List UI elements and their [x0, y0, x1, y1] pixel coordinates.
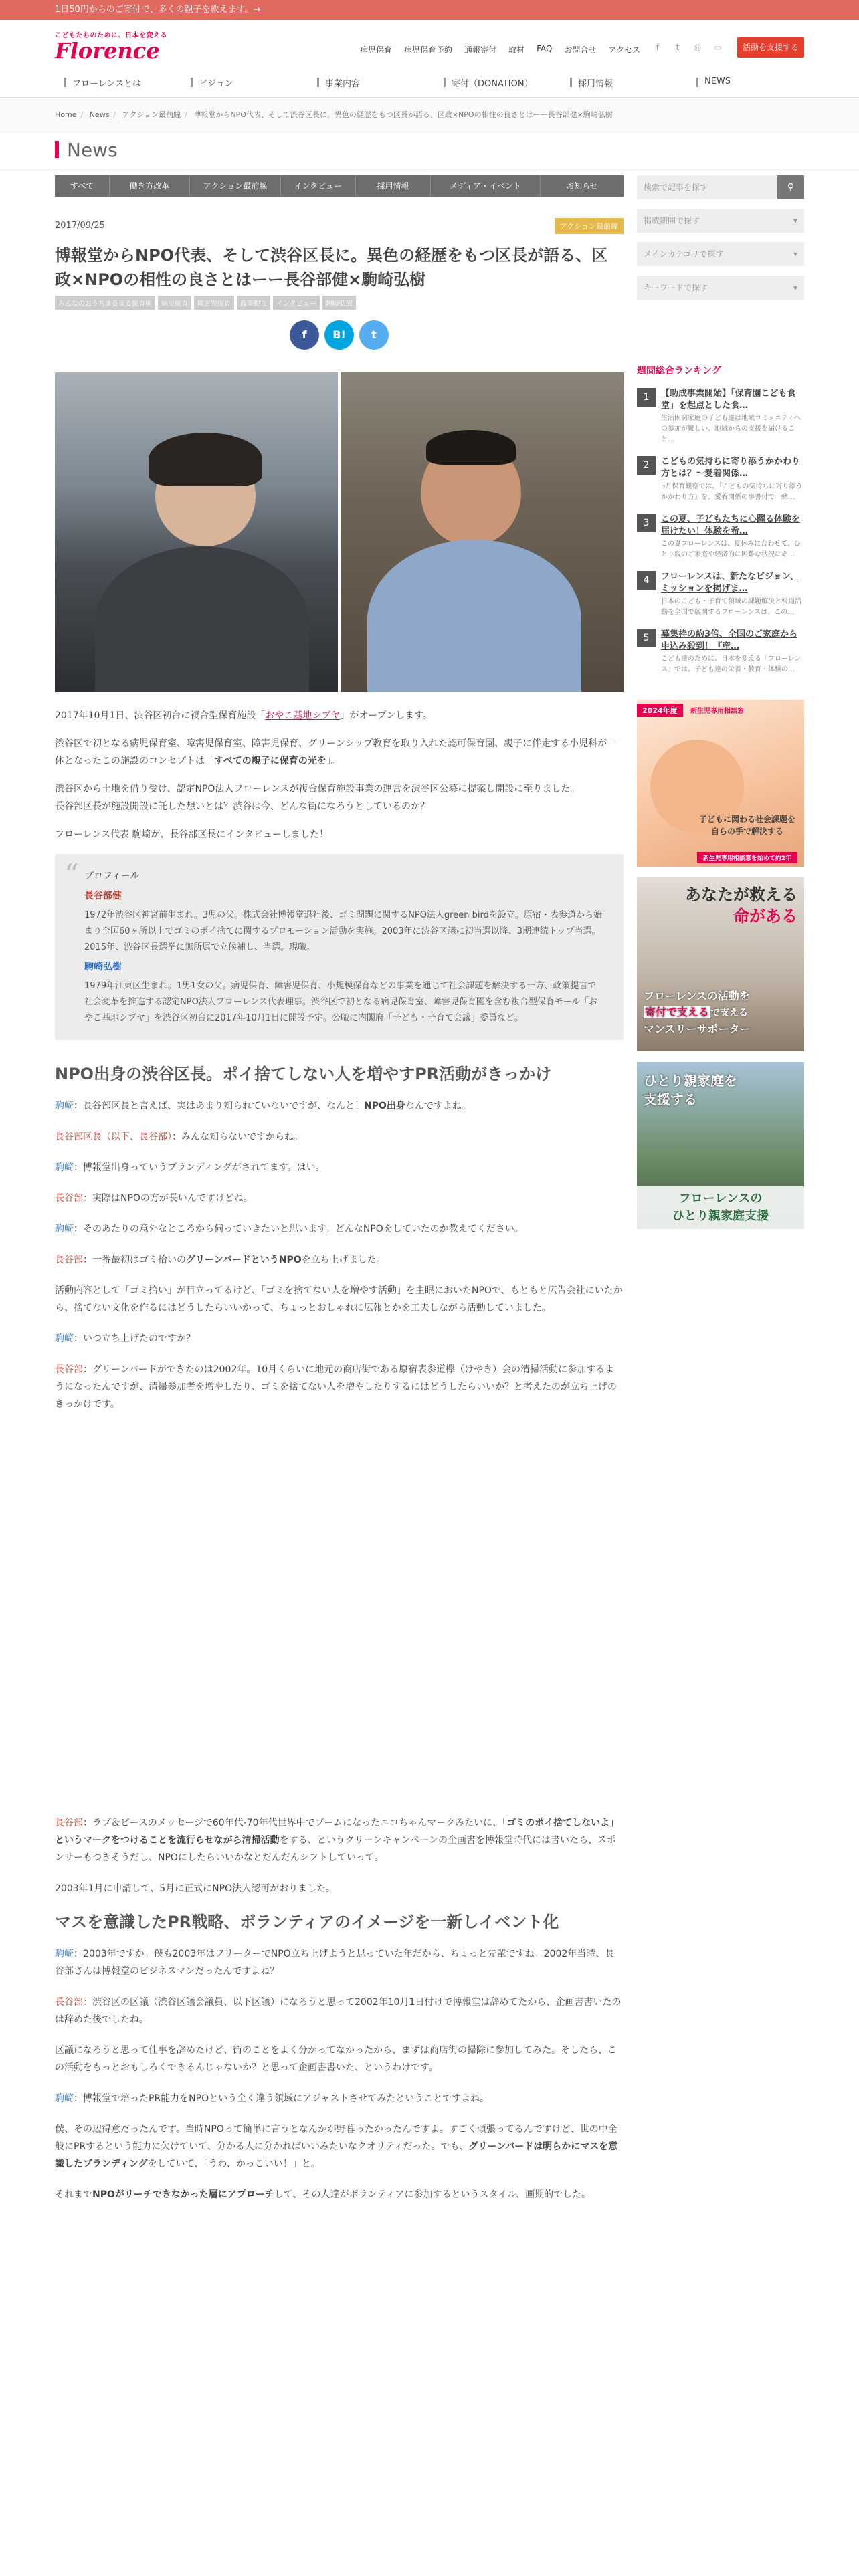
- banner-badge: 2024年度: [637, 704, 683, 717]
- cat-tab-action[interactable]: アクション最前線: [190, 175, 281, 197]
- social-icons: [653, 43, 723, 53]
- cat-tab-interview[interactable]: インタビュー: [281, 175, 356, 197]
- share-buttons: [55, 320, 624, 350]
- cat-tab-notice[interactable]: お知らせ: [566, 181, 598, 191]
- sidebar-search: [637, 175, 804, 199]
- sidebar: [637, 175, 804, 1229]
- banner-monthly-supporter[interactable]: あなたが救える 命がある フローレンスの活動を 寄付で支える で支える マンスリーサポーター: [637, 877, 804, 1051]
- tag[interactable]: 政策提言: [237, 296, 270, 310]
- ranking-item[interactable]: [637, 388, 804, 445]
- gnav-item-business[interactable]: 事業内容: [308, 67, 434, 97]
- breadcrumb-news[interactable]: News: [89, 110, 110, 119]
- profile-box: [55, 854, 624, 1040]
- twitter-icon[interactable]: t: [676, 43, 680, 52]
- announcement-bar[interactable]: [0, 0, 859, 20]
- facebook-icon[interactable]: f: [656, 43, 660, 52]
- twitter-share-button[interactable]: t: [359, 320, 389, 350]
- banner-newborn[interactable]: 2024年度 新生児専用相談窓 子どもに関わる社会課題を自らの手で解決する 新生児専用相談窓を始めて約2年: [637, 700, 804, 867]
- profile-label: プロフィール: [84, 871, 140, 881]
- page-header: [0, 132, 859, 170]
- rank-title[interactable]: この夏、子どもたちに心躍る体験を届けたい！体験を希…: [661, 514, 801, 536]
- cat-tab-all[interactable]: すべて: [55, 175, 110, 197]
- category-nav: [55, 175, 624, 197]
- section-heading: マスを意識したPR戦略、ボランティアのイメージを一新しイベント化: [55, 1913, 559, 1931]
- breadcrumb-current: 博報堂からNPO代表、そして渋谷区長に。異色の経歴をもつ区長が語る、区政×NPOの相性の良さとはーー長谷部健×駒崎弘樹: [193, 110, 613, 119]
- ranking-title: 週間総合ランキング: [637, 366, 721, 377]
- support-button[interactable]: 活動を支援する: [737, 37, 804, 58]
- link-faq[interactable]: FAQ: [537, 44, 553, 53]
- breadcrumb: Home / News / アクション最前線 / 博報堂からNPO代表、そして渋谷区長に。異色の経歴をもつ区長が語る、区政×NPOの相性の良さとはーー長谷部健×駒崎弘樹: [0, 98, 859, 132]
- link-byoji[interactable]: 病児保育: [360, 45, 393, 55]
- gnav-item-news[interactable]: NEWS: [687, 67, 814, 97]
- search-button[interactable]: [777, 175, 804, 199]
- line-icon[interactable]: ▭: [714, 43, 722, 52]
- ranking-item[interactable]: [637, 514, 804, 560]
- embedded-media-area: [55, 1426, 624, 1814]
- gnav-item-recruit[interactable]: 採用情報: [561, 67, 687, 97]
- rank-number: 5: [637, 629, 656, 647]
- tag[interactable]: インタビュー: [273, 296, 320, 310]
- rank-number: 3: [637, 514, 656, 532]
- quote-icon: “: [64, 858, 79, 891]
- logo-text: Florence: [55, 38, 160, 64]
- tag[interactable]: 駒崎弘樹: [322, 296, 356, 310]
- search-input[interactable]: 検索で記事を探す: [637, 175, 777, 199]
- article-body: [55, 707, 624, 2204]
- logo-tagline: こどもたちのために、日本を変える: [55, 32, 167, 39]
- link-access[interactable]: アクセス: [608, 45, 640, 55]
- link-contact[interactable]: お問合せ: [564, 45, 597, 55]
- rank-number: 1: [637, 388, 656, 407]
- article-meta: [55, 218, 624, 238]
- hatena-share-button[interactable]: B!: [324, 320, 354, 350]
- keyword-select[interactable]: キーワードで探す ▾: [637, 276, 804, 300]
- gnav-item-vision[interactable]: ビジョン: [181, 67, 308, 97]
- page-title: News: [67, 139, 118, 161]
- rank-title[interactable]: フローレンスは、新たなビジョン、ミッションを掲げま…: [661, 572, 799, 594]
- rank-number: 4: [637, 571, 656, 590]
- category-badge[interactable]: アクション最前線: [555, 218, 624, 234]
- paragraph: 2017年10月1日、渋谷区初台に複合型保育施設「おやこ基地シブヤ」がオープンします。: [55, 710, 432, 721]
- cat-tab-workstyle[interactable]: 働き方改革: [110, 175, 190, 197]
- category-select[interactable]: メインカテゴリで探す ▾: [637, 242, 804, 266]
- gnav-item-donation[interactable]: 寄付（DONATION）: [434, 67, 561, 97]
- profile-name-hasebe: 長谷部健: [84, 891, 122, 901]
- profile-bio-hasebe: 1972年渋谷区神宮前生まれ。3児の父。株式会社博報堂退社後、ゴミ問題に関するNPO法人green birdを設立。原宿・表参道から始まり全国60ヶ所以上でゴミのポイ捨てに関するプロモーション活動を実施。2003年に渋谷区議に初当選以降、3期連続トップ当選。2015年、渋谷区長選挙に無所属で立候補し、当選。現職。: [84, 910, 602, 952]
- ranking-item[interactable]: [637, 629, 804, 675]
- period-select[interactable]: 掲載期間で探す ▾: [637, 209, 804, 233]
- rank-title[interactable]: こどもの気持ちに寄り添うかかわり方とは？〜愛着関係…: [661, 457, 801, 479]
- rank-number: 2: [637, 456, 656, 475]
- paragraph: 渋谷区から土地を借り受け、認定NPO法人フローレンスが複合保育施設事業の運営を渋谷区公募に提案し開設に至りました。 長谷部区長が施設開設に託した想いとは？渋谷は今、どんな街になろうとしているのか？: [55, 784, 580, 812]
- tag[interactable]: 障害児保育: [194, 296, 234, 310]
- tag[interactable]: みんなのおうちまるまる保育園: [55, 296, 155, 310]
- article-title: 博報堂からNPO代表、そして渋谷区長に。異色の経歴をもつ区長が語る、区政×NPOの相性の良さとはーー長谷部健×駒崎弘樹: [55, 246, 608, 289]
- rank-desc: 日本のこども・子育て領域の課題解決と報道活動を全国で展開するフローレンスは、この…: [661, 598, 801, 616]
- paragraph: 渋谷区で初となる病児保育室、障害児保育室、障害児保育、グリーンシップ教育を取り入れた認可保育園、親子に伴走する小児科が一体となったこの施設のコンセプトは「すべての親子に保育の光を」。: [55, 738, 617, 766]
- dialog: 長谷部：ラブ＆ピースのメッセージで60年代-70年代世界中でブームになったニコちゃんマークみたいに、「ゴミのポイ捨てしないよ」というマークをつけることを流行らせながら清掃活動をする、というクリーンキャンペーンの企画書を博報堂時代には書いたら、スポンサーもつきそうだし、NPOにしたらいいかなとだんだんシフトしていって。 2003年1月に申請して、5月に正式にNPO法人認可がおりました。: [55, 1818, 619, 1894]
- cat-tab-media[interactable]: メディア・イベント: [431, 175, 541, 197]
- photo-hasebe: [341, 372, 624, 692]
- cat-tab-recruit[interactable]: 採用情報: [356, 175, 431, 197]
- tag[interactable]: 病児保育: [158, 296, 191, 310]
- section-heading: NPO出身の渋谷区長。ポイ捨てしない人を増やすPR活動がきっかけ: [55, 1065, 552, 1083]
- gnav-item-about[interactable]: フローレンスとは: [55, 67, 181, 97]
- paragraph: フローレンス代表 駒崎が、長谷部区長にインタビューしました！: [55, 829, 328, 840]
- oyako-kichi-link[interactable]: おやこ基地シブヤ: [265, 710, 341, 721]
- global-nav: [0, 67, 859, 98]
- rank-desc: 3月保育観察では、「こどもの気持ちに寄り添うかかわり方」を、愛着関係の事書付で一緒…: [661, 483, 803, 501]
- profile-bio-komazaki: 1979年江東区生まれ。1男1女の父。病児保育、障害児保育、小規模保育などの事業を通じて社会課題を解決する一方、政策提言で社会変革を推進する認定NPO法人フローレンス代表理事。渋谷区で初となる病児保育室、障害児保育園を含む複合型保育モール「おやこ基地シブヤ」を渋谷区初台に2017年10月1日に開設予定。公職に内閣府「子ども・子育て会議」委員など。: [84, 981, 598, 1023]
- photo-komazaki: [55, 372, 338, 692]
- dialog: 駒崎：2003年ですか。僕も2003年はフリーターでNPO立ち上げようと思っていた年だから、ちょっと先輩ですね。2002年当時、長谷部さんは博報堂のビジネスマンだったんですよね？ 長谷部：渋谷区の区議（渋谷区議会議員、以下区議）になろうと思って2002年10月1日付けで博報堂は辞めてたから、企画書書いたのは辞めた後でしたね。 区議になろうと思って仕事を辞めたけど、街のことをよく分かってなかったから、まずは商店街の掃除に参加してみた。そしたら、この活動をもっとおもしろくできるんじゃないか？と思って企画書書いた、というわけです。 駒崎：博報堂で培ったPR能力をNPOという全く違う領域にアジャストさせてみたということですよね。 僕、その辺得意だったんです。当時NPOって簡単に言うとなんかが野暮ったかったんですよ。すごく頑張ってるんですけど、世の中全般にPRするという能力に欠けていて、分かる人に分かればいいみたいなクオリティだった。でも、グリーンバードは明らかにマスを意識したブランディングをしていて、「うわ、かっこいい！」と。 それまでNPOがリーチできなかった層にアプローチして、その人達がボランティアに参加するというスタイル、画期的でした。: [55, 1949, 622, 2200]
- rank-title[interactable]: 募集枠の約3倍、全国のご家庭から申込み殺到！『産…: [661, 629, 798, 651]
- utility-links: [360, 44, 640, 56]
- article-date: 2017/09/25: [55, 221, 105, 231]
- breadcrumb-home[interactable]: Home: [55, 110, 77, 119]
- rank-desc: 生活困窮家庭の子ども達は地域コミュニティへの参加が難しい。地域からの支援を届けること…: [661, 415, 801, 443]
- facebook-share-button[interactable]: f: [290, 320, 319, 350]
- breadcrumb-category[interactable]: アクション最前線: [122, 110, 181, 119]
- link-byoji-yoyaku[interactable]: 病児保育予約: [404, 45, 453, 55]
- link-tsuho[interactable]: 通報寄付: [464, 45, 497, 55]
- dialog: 駒崎：長谷部区長と言えば、実はあまり知られていないですが、なんと！NPO出身なんですよね。 長谷部区長（以下、長谷部）：みんな知らないですからね。 駒崎：博報堂出身っていうブランディングがされてます。はい。 長谷部：実際はNPOの方が長いんですけどね。 駒崎：そのあたりの意外なところから伺っていきたいと思います。どんなNPOをしていたのか教えてください。 長谷部：一番最初はゴミ拾いのグリーンバードというNPOを立ち上げました。 活動内容として「ゴミ拾い」が目立ってるけど、「ゴミを捨てない人を増やす活動」を主眼においたNPOで、もともと広告会社にいたから、捨てない文化を作るにはどうしたらいいかって、ちょっとおしゃれに広報とかを工夫しながら活動していました。 駒崎：いつ立ち上げたのですか？ 長谷部：グリーンバードができたのは2002年。10月くらいに地元の商店街である原宿表参道欅（けやき）会の清掃活動に参加するようになったんですが、清掃参加者を増やしたり、ゴミを捨てない人を増やしたりするにはどうしたらいいか？と考えたのが立ち上げのきっかけです。: [55, 1101, 623, 1410]
- banner-single-parent[interactable]: ひとり親家庭を 支援する フローレンスの ひとり親家庭支援: [637, 1062, 804, 1229]
- main-content: [55, 175, 624, 2217]
- profile-name-komazaki: 駒崎弘樹: [84, 962, 122, 972]
- tag-list: [55, 296, 624, 310]
- rank-title[interactable]: 【助成事業開始】「保育園こども食堂」を起点とした食…: [661, 389, 796, 411]
- instagram-icon[interactable]: ◎: [694, 43, 702, 52]
- announcement-link[interactable]: 1日50円からのご寄付で、多くの親子を救えます。→: [55, 5, 261, 15]
- logo[interactable]: [55, 29, 167, 62]
- rank-desc: この夏フローレンスは、夏休みに合わせて、ひとり親のご家庭や経済的に困難な状況にあ…: [661, 540, 801, 558]
- ranking-item[interactable]: [637, 456, 804, 503]
- ranking-list: [637, 388, 804, 675]
- hero-photo: [55, 372, 624, 692]
- search-icon: ⚲: [787, 182, 795, 193]
- rank-desc: こども達のために、日本を変える「フローレンス」では、子ども達の栄養・教育・体験の…: [661, 655, 801, 673]
- link-shuzai[interactable]: 取材: [508, 45, 525, 55]
- ranking-item[interactable]: [637, 571, 804, 618]
- site-header: [0, 20, 859, 67]
